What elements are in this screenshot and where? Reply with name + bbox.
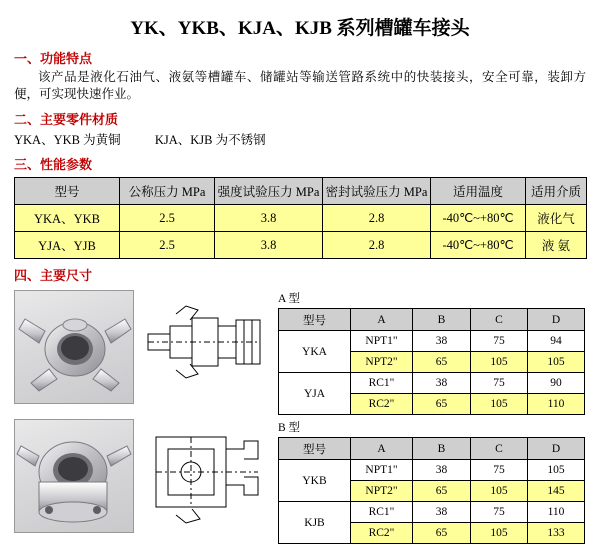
dim-a-r0-c4: 94	[528, 331, 585, 352]
dimension-b-label: B 型	[278, 422, 301, 434]
dim-a-r0-c3: 75	[471, 331, 528, 352]
perf-col-0: 型号	[15, 178, 120, 205]
coupling-photo-b-graphic	[15, 420, 133, 532]
dimension-table-b-wrapper	[278, 419, 585, 544]
perf-r1-c0: YJA、YJB	[15, 232, 120, 259]
section-heading-features: 一、功能特点	[14, 51, 93, 66]
dim-a-r2-c1: RC1"	[351, 373, 413, 394]
dim-b-r2-c3: 75	[471, 502, 528, 523]
dim-b-r3-c4: 133	[528, 523, 585, 544]
section-heading-material: 二、主要零件材质	[14, 112, 119, 127]
dim-b-r3-c3: 105	[471, 523, 528, 544]
perf-col-4: 适用温度	[431, 178, 526, 205]
dim-b-r3-c1: RC2"	[351, 523, 413, 544]
dimension-block-a	[14, 290, 600, 415]
dim-a-r1-c3: 105	[471, 352, 528, 373]
drawing-b-graphic	[140, 419, 270, 531]
table-row	[279, 373, 585, 394]
perf-r0-c2: 3.8	[215, 205, 323, 232]
dimension-a-label: A 型	[278, 293, 301, 305]
dim-a-col-3: C	[471, 309, 528, 331]
technical-drawing-b	[140, 419, 270, 531]
dim-b-r2-c2: 38	[413, 502, 471, 523]
perf-r1-c1: 2.5	[120, 232, 215, 259]
material-right: KJA、KJB 为不锈钢	[154, 133, 266, 147]
perf-r1-c4: -40℃~+80℃	[431, 232, 526, 259]
section-heading-performance: 三、性能参数	[14, 157, 93, 172]
dim-b-model-1: KJB	[279, 502, 351, 544]
dim-b-model-0: YKB	[279, 460, 351, 502]
performance-table	[14, 177, 587, 259]
dim-b-r1-c3: 105	[471, 481, 528, 502]
dim-a-r0-c2: 38	[413, 331, 471, 352]
dimension-table-a-wrapper	[278, 290, 585, 415]
dim-b-col-4: D	[528, 438, 585, 460]
dim-a-r3-c1: RC2"	[351, 394, 413, 415]
drawing-a-graphic	[140, 290, 270, 402]
dimension-table-a	[278, 308, 585, 415]
table-header-row	[15, 178, 587, 205]
dim-b-r0-c1: NPT1"	[351, 460, 413, 481]
table-header-row	[279, 438, 585, 460]
dim-b-col-1: A	[351, 438, 413, 460]
dim-a-col-2: B	[413, 309, 471, 331]
perf-r1-c3: 2.8	[323, 232, 431, 259]
dim-b-r2-c4: 110	[528, 502, 585, 523]
dim-b-r1-c1: NPT2"	[351, 481, 413, 502]
perf-col-3: 密封试验压力 MPa	[323, 178, 431, 205]
dim-b-col-3: C	[471, 438, 528, 460]
dim-a-col-1: A	[351, 309, 413, 331]
perf-r0-c1: 2.5	[120, 205, 215, 232]
dim-b-col-0: 型号	[279, 438, 351, 460]
dim-a-r1-c4: 105	[528, 352, 585, 373]
dim-a-col-0: 型号	[279, 309, 351, 331]
dim-b-r1-c4: 145	[528, 481, 585, 502]
dim-a-r3-c4: 110	[528, 394, 585, 415]
dim-b-r2-c1: RC1"	[351, 502, 413, 523]
page-title: YK、YKB、KJA、KJB 系列槽罐车接头	[130, 18, 470, 39]
dim-a-model-0: YKA	[279, 331, 351, 373]
dim-a-r2-c3: 75	[471, 373, 528, 394]
dim-a-r0-c1: NPT1"	[351, 331, 413, 352]
perf-col-5: 适用介质	[526, 178, 587, 205]
dim-a-r3-c3: 105	[471, 394, 528, 415]
dimensions-wrapper	[0, 290, 600, 544]
dim-b-r1-c2: 65	[413, 481, 471, 502]
dim-b-r0-c3: 75	[471, 460, 528, 481]
table-row	[279, 460, 585, 481]
technical-drawing-a	[140, 290, 270, 402]
features-paragraph: 该产品是液化石油气、液氨等槽罐车、储罐站等输送管路系统中的快装接头，安全可靠，装卸方便，可实现快速作业。	[14, 70, 586, 101]
perf-r1-c5: 液 氨	[526, 232, 587, 259]
dim-a-r2-c4: 90	[528, 373, 585, 394]
perf-col-1: 公称压力 MPa	[120, 178, 215, 205]
material-left: YKA、YKB 为黄铜	[14, 133, 121, 147]
dimension-table-b	[278, 437, 585, 544]
table-header-row	[279, 309, 585, 331]
dim-a-col-4: D	[528, 309, 585, 331]
perf-r0-c0: YKA、YKB	[15, 205, 120, 232]
table-row	[279, 331, 585, 352]
coupling-photo-a-graphic	[15, 291, 133, 403]
table-row	[15, 205, 587, 232]
perf-r0-c5: 液化气	[526, 205, 587, 232]
material-line	[14, 130, 600, 148]
dim-b-r0-c4: 105	[528, 460, 585, 481]
perf-col-2: 强度试验压力 MPa	[215, 178, 323, 205]
table-row	[15, 232, 587, 259]
table-row	[279, 502, 585, 523]
dim-a-r2-c2: 38	[413, 373, 471, 394]
dim-a-r1-c2: 65	[413, 352, 471, 373]
dim-b-r3-c2: 65	[413, 523, 471, 544]
dimension-block-b	[14, 419, 600, 544]
dim-b-col-2: B	[413, 438, 471, 460]
dim-b-r0-c2: 38	[413, 460, 471, 481]
section-heading-dimensions: 四、主要尺寸	[14, 268, 93, 283]
product-photo-a	[14, 290, 134, 404]
perf-r0-c3: 2.8	[323, 205, 431, 232]
perf-r1-c2: 3.8	[215, 232, 323, 259]
dim-a-r3-c2: 65	[413, 394, 471, 415]
dim-a-model-1: YJA	[279, 373, 351, 415]
perf-r0-c4: -40℃~+80℃	[431, 205, 526, 232]
dim-a-r1-c1: NPT2"	[351, 352, 413, 373]
